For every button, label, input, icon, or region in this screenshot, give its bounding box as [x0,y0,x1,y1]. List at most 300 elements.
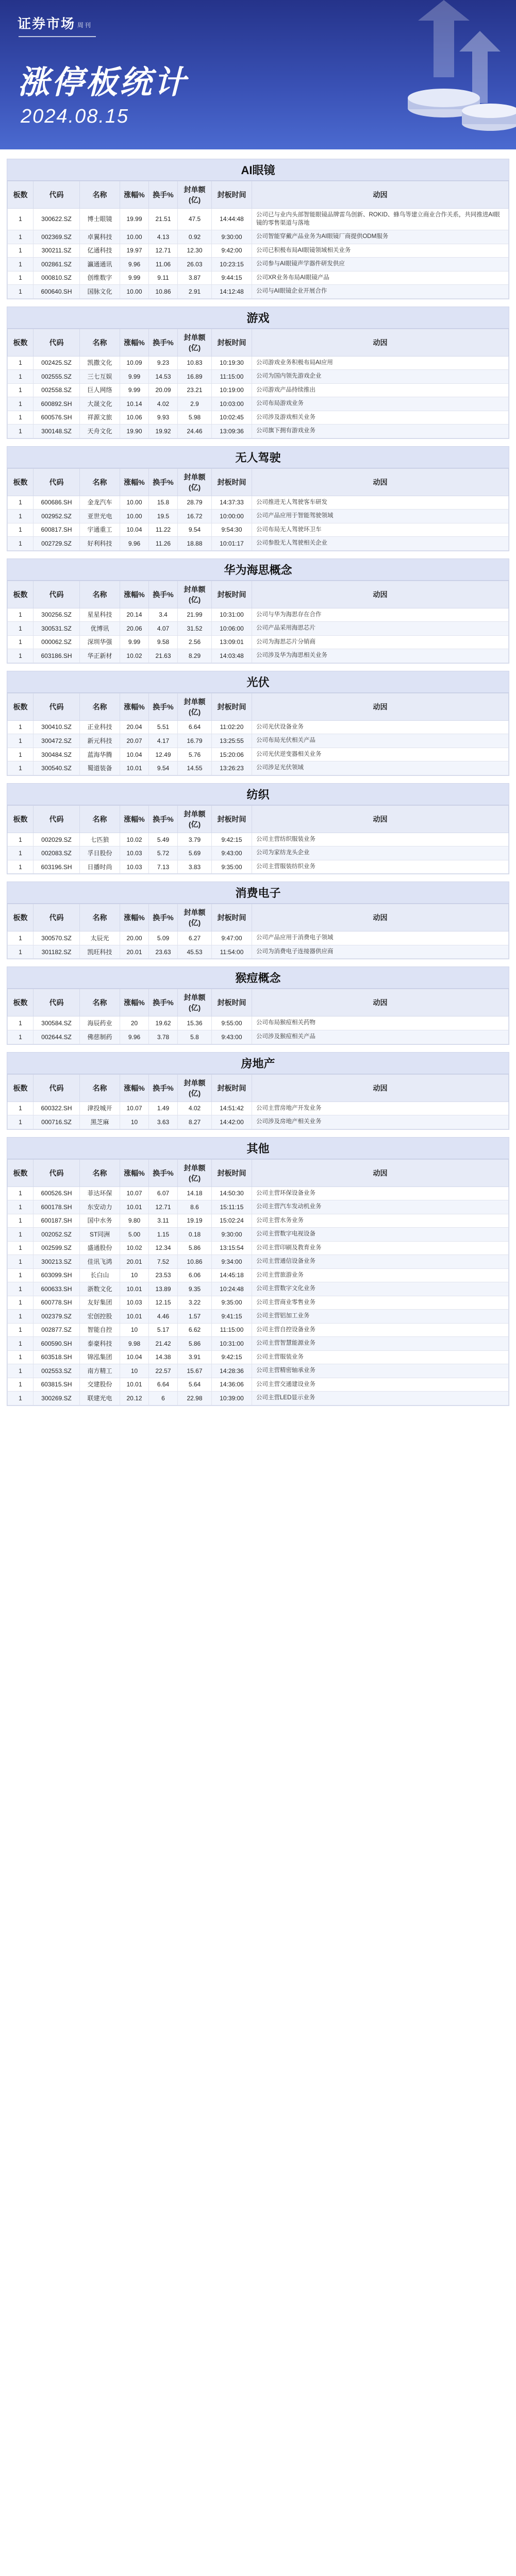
table-cell: 000716.SZ [34,1115,80,1129]
table-cell: 600817.SH [34,523,80,537]
table-cell: 10.01 [120,1378,149,1392]
table-cell: 18.88 [178,537,212,551]
table-cell: 14:03:48 [212,649,252,663]
column-header: 代码 [34,581,80,608]
table-cell: 公司旗下拥有游戏业务 [252,425,509,438]
table-row [8,1323,509,1337]
table-cell: 14:45:18 [212,1268,252,1282]
column-header: 封单额(亿) [178,1159,212,1187]
column-header: 封单额(亿) [178,581,212,608]
table-row [8,537,509,551]
table-cell: 15.8 [149,496,178,510]
column-header: 板数 [8,181,34,209]
table-cell: 14:44:48 [212,209,252,230]
column-header: 涨幅% [120,693,149,720]
column-header: 板数 [8,1159,34,1187]
table-cell: 9:30:00 [212,1228,252,1242]
table-cell: 14:50:30 [212,1187,252,1200]
table-cell: 6.27 [178,931,212,945]
table-cell: 11:02:20 [212,720,252,734]
table-cell: 创维数字 [80,271,120,285]
table-row [8,1030,509,1044]
table-cell: 1 [8,1392,34,1405]
column-header: 动因 [252,1159,509,1187]
divider [19,36,96,37]
table-cell: 公司已与业内头部智能眼镜品牌雷鸟创新、ROKID、蜂鸟等建立商业合作关系，共同推进AI眼镜的零售渠道与落地 [252,209,509,230]
column-header: 代码 [34,693,80,720]
table-cell: 9.96 [120,1030,149,1044]
column-header: 动因 [252,181,509,209]
table-cell: 5.8 [178,1030,212,1044]
column-header: 代码 [34,181,80,209]
column-header: 名称 [80,1074,120,1101]
table-cell: 1 [8,1200,34,1214]
column-header: 代码 [34,468,80,496]
table-row [8,1350,509,1364]
table-cell: 9.99 [120,370,149,384]
table-cell: 5.51 [149,720,178,734]
table-cell: 11:54:00 [212,945,252,959]
table-cell: 21.63 [149,649,178,663]
table-cell: 16.79 [178,734,212,748]
table-cell: 10.01 [120,1310,149,1324]
column-header: 封板时间 [212,581,252,608]
table-cell: 45.53 [178,945,212,959]
table-cell: 浙数文化 [80,1282,120,1296]
table-cell: 10.00 [120,285,149,299]
table-cell: 公司涉及游戏相关业务 [252,411,509,425]
table-cell: 公司主营数字电视设备 [252,1228,509,1242]
table-cell: 19.5 [149,510,178,523]
table-row [8,761,509,775]
table-cell: 公司主营汽车发动机业务 [252,1200,509,1214]
table-cell: 亿通科技 [80,244,120,258]
table-cell: 1 [8,356,34,370]
sector-section [7,882,509,959]
table-cell: 002729.SZ [34,537,80,551]
table-cell: 300269.SZ [34,1392,80,1405]
table-cell: 10.07 [120,1187,149,1200]
table-cell: 603815.SH [34,1378,80,1392]
table-cell: 9.96 [120,258,149,272]
table-cell: ST同洲 [80,1228,120,1242]
table-cell: 3.63 [149,1115,178,1129]
table-cell: 4.13 [149,230,178,244]
table-cell: 15.36 [178,1016,212,1030]
table-cell: 1 [8,833,34,846]
coins-arrow-illustration [289,0,516,149]
table-cell: 公司主营环保设备业务 [252,1187,509,1200]
table-cell: 1 [8,244,34,258]
brand-logo: 证券市场 周刊 [18,16,92,32]
table-cell: 1 [8,370,34,384]
stock-table [7,1159,509,1405]
table-cell: 亚世光电 [80,510,120,523]
table-cell: 600322.SH [34,1101,80,1115]
table-cell: 13:26:23 [212,761,252,775]
table-cell: 公司涉及华为海思相关业务 [252,649,509,663]
table-cell: 23.63 [149,945,178,959]
column-header: 名称 [80,989,120,1016]
table-cell: 5.72 [149,846,178,860]
table-cell: 603518.SH [34,1350,80,1364]
table-cell: 000062.SZ [34,635,80,649]
table-cell: 20.07 [120,734,149,748]
table-row [8,734,509,748]
column-header: 涨幅% [120,1074,149,1101]
table-cell: 300148.SZ [34,425,80,438]
table-cell: 300213.SZ [34,1255,80,1269]
table-cell: 东安动力 [80,1200,120,1214]
table-cell: 600526.SH [34,1187,80,1200]
column-header: 动因 [252,329,509,356]
table-cell: 1 [8,1350,34,1364]
table-cell: 28.79 [178,496,212,510]
column-header: 名称 [80,468,120,496]
sector-section [7,783,509,875]
table-cell: 天舟文化 [80,425,120,438]
table-cell: 1 [8,748,34,761]
table-cell: 16.72 [178,510,212,523]
table-cell: 6.62 [178,1323,212,1337]
table-cell: 6.64 [178,720,212,734]
table-cell: 公司智能穿戴产品业务为AI眼镜厂商提供ODM服务 [252,230,509,244]
table-cell: 20.01 [120,945,149,959]
table-cell: 10:39:00 [212,1392,252,1405]
table-cell: 10.06 [120,411,149,425]
table-cell: 黑芝麻 [80,1115,120,1129]
table-cell: 20 [120,1016,149,1030]
table-cell: 20.04 [120,720,149,734]
table-cell: 公司产品应用于智能驾驶领域 [252,510,509,523]
table-cell: 10:19:30 [212,356,252,370]
table-row [8,622,509,636]
stock-table [7,468,509,551]
table-cell: 14:42:00 [212,1115,252,1129]
table-cell: 9:47:00 [212,931,252,945]
table-cell: 11:15:00 [212,370,252,384]
table-cell: 11.22 [149,523,178,537]
stock-table [7,805,509,874]
table-cell: 长白山 [80,1268,120,1282]
table-cell: 002599.SZ [34,1241,80,1255]
column-header: 封板时间 [212,329,252,356]
table-cell: 1 [8,230,34,244]
table-cell: 8.27 [178,1115,212,1129]
table-cell: 5.64 [178,1378,212,1392]
table-cell: 交建股份 [80,1378,120,1392]
table-cell: 1 [8,1228,34,1242]
column-header: 封单额(亿) [178,805,212,833]
table-cell: 603186.SH [34,649,80,663]
table-cell: 5.00 [120,1228,149,1242]
column-header: 封板时间 [212,181,252,209]
table-cell: 002558.SZ [34,383,80,397]
table-cell: 12.15 [149,1296,178,1310]
table-cell: 14.55 [178,761,212,775]
table-cell: 10.09 [120,356,149,370]
column-header: 动因 [252,1074,509,1101]
table-cell: 19.97 [120,244,149,258]
column-header: 名称 [80,329,120,356]
table-cell: 10.00 [120,230,149,244]
table-cell: 002555.SZ [34,370,80,384]
table-cell: 公司为国内领先游戏企业 [252,370,509,384]
table-cell: 10:02:45 [212,411,252,425]
table-cell: 10:06:00 [212,622,252,636]
table-cell: 公司已积极布局AI眼镜领域相关业务 [252,244,509,258]
table-cell: 20.06 [120,622,149,636]
column-header: 换手% [149,989,178,1016]
table-cell: 1 [8,931,34,945]
table-cell: 14:37:33 [212,496,252,510]
stock-table [7,1074,509,1129]
table-cell: 4.17 [149,734,178,748]
table-cell: 1 [8,649,34,663]
table-cell: 6 [149,1392,178,1405]
table-cell: 12.34 [149,1241,178,1255]
table-cell: 1.57 [178,1310,212,1324]
table-cell: 公司推进无人驾驶客车研发 [252,496,509,510]
table-cell: 智能自控 [80,1323,120,1337]
table-row [8,1115,509,1129]
table-cell: 4.07 [149,622,178,636]
table-cell: 蓝海华腾 [80,748,120,761]
table-row [8,1310,509,1324]
table-cell: 000810.SZ [34,271,80,285]
table-cell: 公司参与AI眼镜声学器件研发供应 [252,258,509,272]
column-header: 代码 [34,1074,80,1101]
table-cell: 1 [8,1255,34,1269]
column-header: 名称 [80,181,120,209]
table-cell: 公司产品采用海思芯片 [252,622,509,636]
table-cell: 1 [8,209,34,230]
page-title: 涨停板统计 [18,63,188,101]
table-cell: 9.93 [149,411,178,425]
table-cell: 公司主营数字文化业务 [252,1282,509,1296]
table-cell: 600778.SH [34,1296,80,1310]
column-header: 封板时间 [212,1074,252,1101]
table-cell: 公司涉及猴痘相关产品 [252,1030,509,1044]
table-cell: 1 [8,1115,34,1129]
table-cell: 深圳华强 [80,635,120,649]
table-cell: 13.89 [149,1282,178,1296]
table-row [8,1200,509,1214]
table-cell: 300484.SZ [34,748,80,761]
table-row [8,496,509,510]
column-header: 动因 [252,904,509,931]
table-cell: 23.21 [178,383,212,397]
table-cell: 002369.SZ [34,230,80,244]
table-row [8,649,509,663]
sector-section [7,1052,509,1130]
stock-table [7,693,509,775]
sections-container [0,149,516,1406]
table-cell: 6.06 [178,1268,212,1282]
table-cell: 8.6 [178,1200,212,1214]
table-cell: 19.90 [120,425,149,438]
table-row [8,748,509,761]
table-cell: 300622.SZ [34,209,80,230]
table-cell: 盛通股份 [80,1241,120,1255]
table-cell: 20.00 [120,931,149,945]
table-cell: 1 [8,608,34,622]
table-cell: 公司主营水务业务 [252,1214,509,1228]
table-cell: 新元科技 [80,734,120,748]
table-cell: 1 [8,1296,34,1310]
table-cell: 公司主营旅游业务 [252,1268,509,1282]
column-header: 涨幅% [120,904,149,931]
column-header: 板数 [8,693,34,720]
table-cell: 31.52 [178,622,212,636]
table-cell: 300211.SZ [34,244,80,258]
table-cell: 1 [8,635,34,649]
table-cell: 600686.SH [34,496,80,510]
column-header: 涨幅% [120,581,149,608]
table-cell: 300584.SZ [34,1016,80,1030]
table-cell: 1 [8,1282,34,1296]
table-cell: 300531.SZ [34,622,80,636]
table-row [8,1378,509,1392]
table-cell: 14:51:42 [212,1101,252,1115]
column-header: 涨幅% [120,181,149,209]
table-cell: 15.67 [178,1364,212,1378]
table-cell: 公司主营智慧能源业务 [252,1337,509,1351]
table-cell: 7.13 [149,860,178,874]
table-row [8,1187,509,1200]
column-header: 名称 [80,904,120,931]
table-cell: 5.86 [178,1337,212,1351]
table-cell: 公司布局光伏相关产品 [252,734,509,748]
table-cell: 603196.SH [34,860,80,874]
table-cell: 公司布局无人驾驶环卫车 [252,523,509,537]
table-row [8,1364,509,1378]
table-cell: 12.30 [178,244,212,258]
column-header: 代码 [34,1159,80,1187]
table-cell: 1 [8,258,34,272]
table-cell: 5.17 [149,1323,178,1337]
table-cell: 19.19 [178,1214,212,1228]
table-cell: 002952.SZ [34,510,80,523]
table-cell: 16.89 [178,370,212,384]
table-cell: 002083.SZ [34,846,80,860]
table-row [8,635,509,649]
table-cell: 300570.SZ [34,931,80,945]
column-header: 换手% [149,468,178,496]
table-cell: 2.56 [178,635,212,649]
table-cell: 10.01 [120,761,149,775]
table-cell: 1 [8,1241,34,1255]
table-cell: 10:01:17 [212,537,252,551]
section-title: 游戏 [7,307,509,329]
table-cell: 10 [120,1268,149,1282]
table-cell: 1 [8,1187,34,1200]
table-row [8,1214,509,1228]
table-cell: 1 [8,496,34,510]
table-cell: 47.5 [178,209,212,230]
table-cell: 公司布局猴痘相关药物 [252,1016,509,1030]
table-cell: 1 [8,1364,34,1378]
table-cell: 1 [8,945,34,959]
table-cell: 21.99 [178,608,212,622]
table-row [8,1268,509,1282]
table-row [8,931,509,945]
table-cell: 9:42:15 [212,833,252,846]
column-header: 涨幅% [120,805,149,833]
column-header: 封单额(亿) [178,181,212,209]
table-cell: 公司游戏产品持续推出 [252,383,509,397]
table-cell: 1 [8,1337,34,1351]
table-cell: 泰豪科技 [80,1337,120,1351]
section-title: 消费电子 [7,882,509,904]
table-cell: 10:03:00 [212,397,252,411]
table-cell: 6.64 [149,1378,178,1392]
table-cell: 21.42 [149,1337,178,1351]
table-cell: 12.49 [149,748,178,761]
table-row [8,510,509,523]
table-row [8,1337,509,1351]
table-cell: 3.87 [178,271,212,285]
table-cell: 14:12:48 [212,285,252,299]
table-cell: 1 [8,285,34,299]
table-cell: 1 [8,425,34,438]
table-cell: 19.92 [149,425,178,438]
table-cell: 10.83 [178,356,212,370]
table-cell: 公司主营通信设备业务 [252,1255,509,1269]
table-row [8,833,509,846]
table-cell: 10.04 [120,748,149,761]
column-header: 封板时间 [212,693,252,720]
column-header: 封板时间 [212,989,252,1016]
table-cell: 公司主营交通建设业务 [252,1378,509,1392]
table-cell: 瀛通通讯 [80,258,120,272]
table-cell: 300540.SZ [34,761,80,775]
table-cell: 600640.SH [34,285,80,299]
table-cell: 4.46 [149,1310,178,1324]
sector-section [7,1137,509,1406]
column-header: 名称 [80,1159,120,1187]
table-row [8,209,509,230]
stock-table [7,581,509,663]
column-header: 动因 [252,468,509,496]
table-cell: 10.02 [120,833,149,846]
table-cell: 公司光伏设备业务 [252,720,509,734]
table-cell: 0.92 [178,230,212,244]
table-cell: 宇通重工 [80,523,120,537]
table-row [8,356,509,370]
table-cell: 21.51 [149,209,178,230]
column-header: 板数 [8,329,34,356]
table-row [8,230,509,244]
table-cell: 9:42:00 [212,244,252,258]
column-header: 涨幅% [120,468,149,496]
table-cell: 10.00 [120,496,149,510]
table-cell: 公司主营商业零售业务 [252,1296,509,1310]
column-header: 板数 [8,581,34,608]
table-cell: 10 [120,1364,149,1378]
table-cell: 9.58 [149,635,178,649]
stock-table [7,989,509,1044]
table-cell: 5.86 [178,1241,212,1255]
table-cell: 12.71 [149,244,178,258]
stock-table [7,181,509,299]
table-cell: 002029.SZ [34,833,80,846]
table-cell: 10:23:15 [212,258,252,272]
table-cell: 3.78 [149,1030,178,1044]
table-cell: 301182.SZ [34,945,80,959]
table-cell: 公司为消费电子连接器供应商 [252,945,509,959]
column-header: 名称 [80,805,120,833]
